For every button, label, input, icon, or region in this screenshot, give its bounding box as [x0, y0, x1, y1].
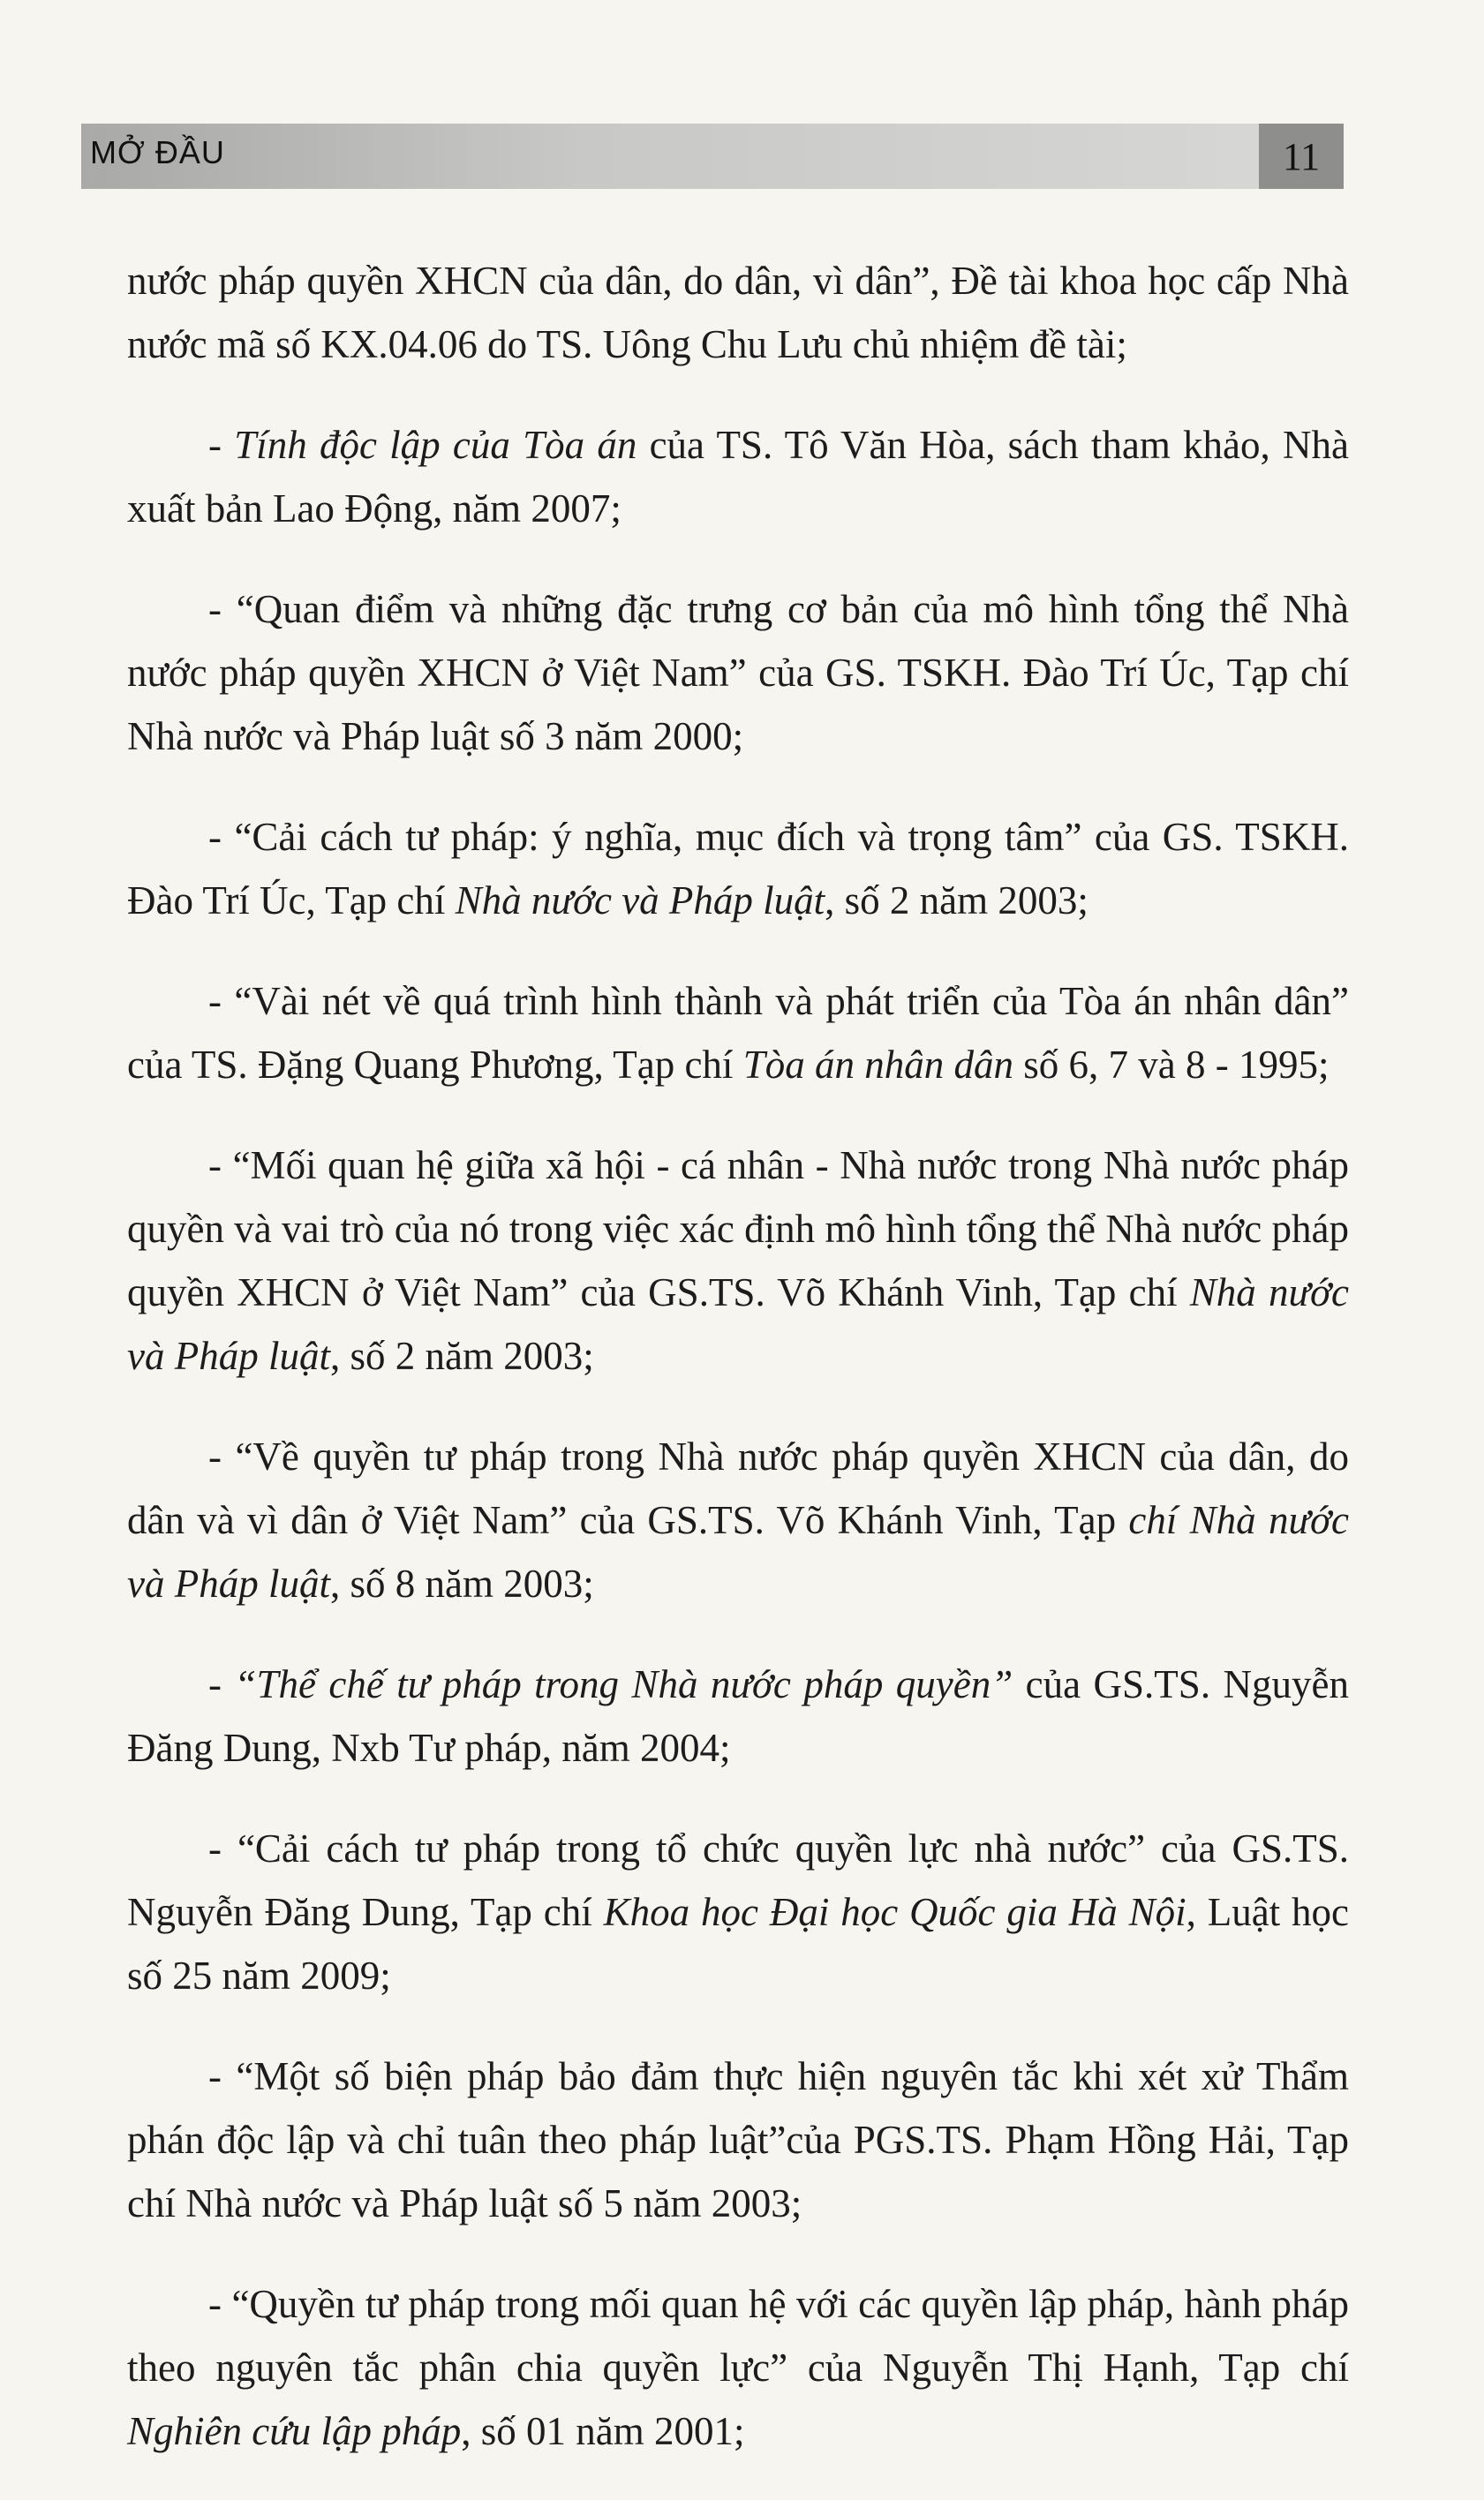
paragraph: - “Cải cách tư pháp: ý nghĩa, mục đích và trọng tâm” của GS. TSKH. Đào Trí Úc, Tạp chí Nhà nước và Pháp luật, số 2 năm 2003; [127, 815, 1349, 922]
paragraph: - “Vài nét về quá trình hình thành và phát triển của Tòa án nhân dân” của TS. Đặng Quang Phương, Tạp chí Tòa án nhân dân số 6, 7 và 8 - 1995; [127, 979, 1349, 1087]
paragraph: - “Cải cách tư pháp trong tổ chức quyền lực nhà nước” của GS.TS. Nguyễn Đăng Dung, Tạp chí Khoa học Đại học Quốc gia Hà Nội, Luật học số 25 năm 2009; [127, 1826, 1350, 1998]
running-header [81, 124, 1344, 189]
paragraph: - “Một số biện pháp bảo đảm thực hiện nguyên tắc khi xét xử Thẩm phán độc lập và chỉ tuân theo pháp luật”của PGS.TS. Phạm Hồng Hải, Tạp chí Nhà nước và Pháp luật số 5 năm 2003; [127, 2054, 1349, 2225]
journal-title: chí Nhà nước và Pháp luật [127, 1498, 1349, 1606]
paragraph: - “Về quyền tư pháp trong Nhà nước pháp quyền XHCN của dân, do dân và vì dân ở Việt Nam” của GS.TS. Võ Khánh Vinh, Tạp chí Nhà nước và Pháp luật, số 8 năm 2003; [127, 1434, 1349, 1606]
journal-title: Tòa án nhân dân [742, 1043, 1013, 1087]
journal-title: Nghiên cứu lập pháp [127, 2409, 462, 2453]
journal-title: Nhà nước và Pháp luật [127, 1270, 1349, 1378]
paragraph: - “Mối quan hệ giữa xã hội - cá nhân - Nhà nước trong Nhà nước pháp quyền và vai trò của nó trong việc xác định mô hình tổng thể Nhà nước pháp quyền XHCN ở Việt Nam” của GS.TS. Võ Khánh Vinh, Tạp chí Nhà nước và Pháp luật, số 2 năm 2003; [127, 1143, 1349, 1378]
paragraph: nước pháp quyền XHCN của dân, do dân, vì dân”, Đề tài khoa học cấp Nhà nước mã số KX.04.06 do TS. Uông Chu Lưu chủ nhiệm đề tài; [127, 259, 1349, 366]
journal-title: Nhà nước và Pháp luật [455, 878, 825, 922]
paragraph: - Tính độc lập của Tòa án của TS. Tô Văn Hòa, sách tham khảo, Nhà xuất bản Lao Động, năm 2007; [127, 423, 1349, 531]
journal-title: Khoa học Đại học Quốc gia Hà Nội [603, 1890, 1186, 1934]
chapter-title: MỞ ĐẦU [90, 134, 225, 170]
paragraph: - “Quan điểm và những đặc trưng cơ bản của mô hình tổng thể Nhà nước pháp quyền XHCN ở Việt Nam” của GS. TSKH. Đào Trí Úc, Tạp chí Nhà nước và Pháp luật số 3 năm 2000; [127, 587, 1349, 758]
body-text [127, 249, 1349, 2500]
book-title: Tính độc lập của Tòa án [234, 423, 637, 467]
book-title: “Thể chế tư pháp trong Nhà nước pháp quyền” [234, 1662, 1013, 1706]
paragraph: - “Quyền tư pháp trong mối quan hệ với các quyền lập pháp, hành pháp theo nguyên tắc phân chia quyền lực” của Nguyễn Thị Hạnh, Tạp chí Nghiên cứu lập pháp, số 01 năm 2001; [127, 2282, 1349, 2453]
page-number: 11 [1259, 124, 1344, 189]
paragraph: - “Thể chế tư pháp trong Nhà nước pháp quyền” của GS.TS. Nguyễn Đăng Dung, Nxb Tư pháp, năm 2004; [127, 1662, 1349, 1770]
